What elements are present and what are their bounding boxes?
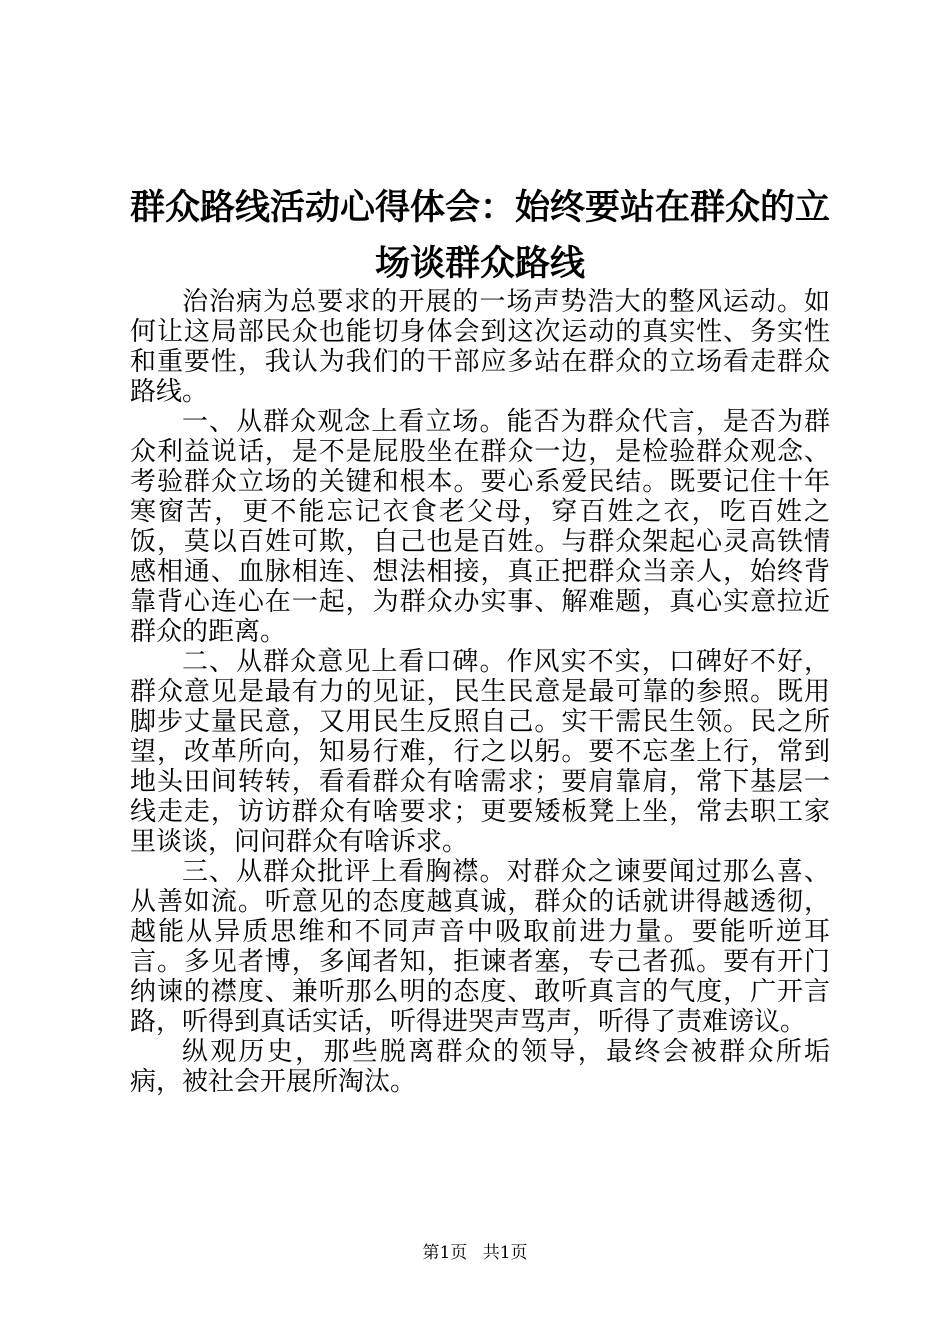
page-total: 共1页 [482, 1243, 528, 1263]
page-footer [0, 1243, 950, 1263]
document-body [130, 287, 830, 1097]
paragraph-section-2: 二、从群众意见上看口碑。作风实不实，口碑好不好，群众意见是最有力的见证，民生民意是最可靠的参照。既用脚步丈量民意，又用民生反照自己。实干需民生领。民之所望，改革所向，知易行难，行之以躬。要不忘垄上行，常到地头田间转转，看看群众有啥需求；要肩靠肩，常下基层一线走走，访访群众有啥要求；更要矮板凳上坐，常去职工家里谈谈，问问群众有啥诉求。 [130, 647, 830, 857]
paragraph-intro: 治治病为总要求的开展的一场声势浩大的整风运动。如何让这局部民众也能切身体会到这次运动的真实性、务实性和重要性，我认为我们的干部应多站在群众的立场看走群众路线。 [130, 287, 830, 407]
paragraph-conclusion: 纵观历史，那些脱离群众的领导，最终会被群众所垢病，被社会开展所淘汰。 [130, 1037, 830, 1097]
page-number: 第1页 [422, 1243, 468, 1263]
paragraph-section-3: 三、从群众批评上看胸襟。对群众之谏要闻过那么喜、从善如流。听意见的态度越真诚，群众的话就讲得越透彻，越能从异质思维和不同声音中吸取前进力量。要能听逆耳言。多见者博，多闻者知，拒谏者塞，专己者孤。要有开门纳谏的襟度、兼听那么明的态度、敢听真言的气度，广开言路，听得到真话实话，听得进哭声骂声，听得了责难谤议。 [130, 857, 830, 1037]
paragraph-section-1: 一、从群众观念上看立场。能否为群众代言，是否为群众利益说话，是不是屁股坐在群众一边，是检验群众观念、考验群众立场的关键和根本。要心系爱民结。既要记住十年寒窗苦，更不能忘记衣食老父母，穿百姓之衣，吃百姓之饭，莫以百姓可欺，自己也是百姓。与群众架起心灵高铁情感相通、血脉相连、想法相接，真正把群众当亲人，始终背靠背心连心在一起，为群众办实事、解难题，真心实意拉近群众的距离。 [130, 407, 830, 647]
document-title: 群众路线活动心得体会：始终要站在群众的立场谈群众路线 [129, 187, 830, 284]
